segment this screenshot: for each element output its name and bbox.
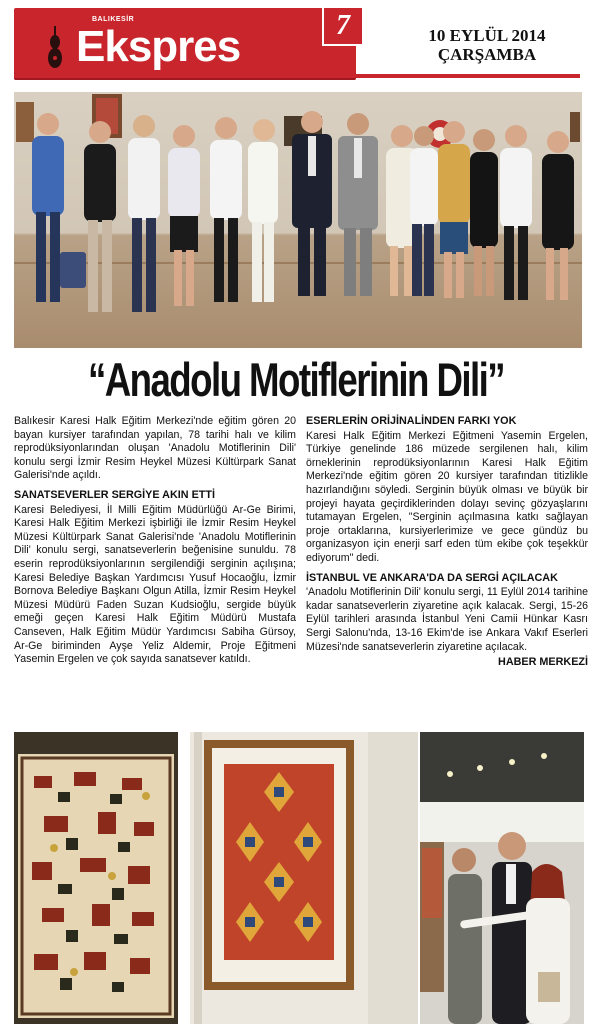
framed-kilim-illustration [190, 732, 418, 1024]
article-headline: “Anadolu Motiflerinin Dili” [87, 353, 505, 406]
article-body-right-2: 'Anadolu Motiflerinin Dili' konulu sergi, 11 Eylül 2014 tarihine kadar sanatseverlerin ziyaretine açık kalacak. Sergi, 15-26 Eylül tarihleri arasında İstanbul Yeni Camii Hünkar Kasrı Sergi Salonu'nda, 13-16 Ekim'de ise Ankara Vakıf Eserleri Müzesi'nde sanatseverlerin ziyaretine açılacak. [306, 586, 588, 653]
article-body-left: Karesi Belediyesi, İl Milli Eğitim Müdürlüğü Ar-Ge Birimi, Karesi Halk Eğitim Merkezi işbirliği ile İzmir Resim Heykel Müzesi Kültürpark Sanat Galerisi'nde 'Anadolu Motiflerinin Dili' konulu sergi, sanatseverlerin beğenisine sunuldu. 78 eserin reprodüksiyonlarının sergilendiği serginin açılışına; Karesi Belediye Başkan Yardımcısı Yusuf Hocaoğlu, İzmir Bornova Belediye Başkanı Olgun Atilla, İzmir Resim Heykel Müzesi Müdürü Faden Suzan Kudsioğlu, sergide büyük emeği geçen Karesi Halk Eğitim Müdürü Mustafa Canseven, Halk Eğitim Müdür Yardımcısı Sabiha Gürsoy, Ar-Ge biriminden Ayşe Yeliz Aldemir, Proje Eğitmeni Yasemin Ergelen ve çok sayıda sanatsever katıldı. [14, 503, 296, 666]
carpet-illustration [14, 732, 178, 1024]
visitors-photo [420, 732, 584, 1024]
visitors-illustration [420, 732, 584, 1024]
masthead [14, 4, 580, 84]
article-left-column [14, 415, 296, 667]
masthead-city: BALIKESİR [92, 16, 135, 23]
masthead-rule [14, 74, 580, 78]
violin-logo-icon [46, 26, 64, 70]
group-photo [14, 92, 582, 348]
article-intro: Balıkesir Karesi Halk Eğitim Merkezi'nde eğitim gören 20 bayan kursiyer tarafından yapılan, 78 tarihi halı ve kilim reprodüksiyonlarından oluşan 'Anadolu Motiflerinin Dili' konulu sergi İzmir Resim Heykel Müzesi Kültürpark Sanat Galerisi'nde açıldı. [14, 415, 296, 482]
date-line: 10 EYLÜL 2014 [428, 26, 546, 45]
group-photo-illustration [14, 92, 582, 348]
subhead-istanbul-ankara: İSTANBUL VE ANKARA'DA DA SERGİ AÇILACAK [306, 571, 558, 584]
weekday-line: ÇARŞAMBA [437, 45, 537, 64]
subhead-originals: ESERLERİN ORİJİNALİNDEN FARKI YOK [306, 415, 517, 427]
article-right-column [306, 415, 588, 670]
masthead-banner [14, 8, 356, 80]
carpet-photo [14, 732, 178, 1024]
subhead-visitors: SANATSEVERLER SERGİYE AKIN ETTİ [14, 488, 215, 501]
masthead-date [402, 26, 572, 64]
masthead-logo: Ekspres [76, 22, 241, 71]
page-number: 7 [322, 6, 364, 46]
byline: HABER MERKEZİ [498, 656, 588, 669]
framed-kilim-photo [190, 732, 418, 1024]
article-body-right-1: Karesi Halk Eğitim Merkezi Eğitmeni Yasemin Ergelen, Türkiye genelinde 186 müzede sergilenen halı, kilim örneklerinin reprodüksiyonlarının Karesi Halk Eğitim Merkezi'nde eğitim gören 20 kursiyer tarafından titizlikle hazırlandığını söyledi. Serginin büyük olması ve büyük bir projeyi hayata geçirdiklerinden dolayı sevinç gözyaşlarını tutamayan Ergelen, "Serginin açılmasına katkı sağlayan proje ortaklarına, kursiyerlerimize ve gece gündüz bu organizasyon için enerji sarf eden tüm ekibe çok teşekkür ediyorum" dedi. [306, 429, 588, 564]
